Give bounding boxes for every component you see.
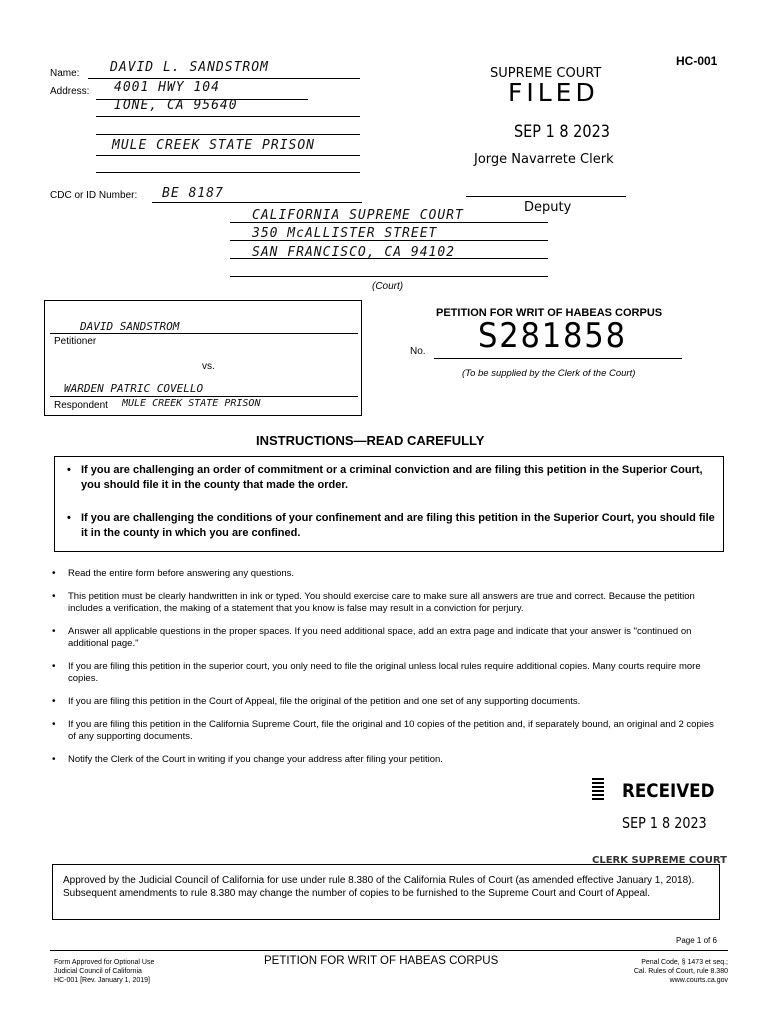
name-line xyxy=(88,78,360,79)
address-line-1[interactable]: 4001 HWY 104 xyxy=(114,80,220,95)
respondent-label: Respondent xyxy=(54,400,108,411)
barcode-mark-icon xyxy=(592,778,604,800)
cdc-value[interactable]: BE 8187 xyxy=(162,186,224,201)
deputy-line xyxy=(466,196,626,197)
cdc-line xyxy=(152,202,362,203)
instructions-box xyxy=(54,456,724,552)
instruction-item: • Notify the Clerk of the Court in writing if you change your address after filing your petition. xyxy=(50,754,588,766)
court-rule-3 xyxy=(230,258,548,259)
received-stamp: RECEIVED xyxy=(622,780,715,802)
case-number: S281858 xyxy=(478,316,627,356)
stamp-filed: FILED xyxy=(508,78,599,107)
petitioner-label: Petitioner xyxy=(54,336,97,347)
address-line-4-rule xyxy=(96,155,360,156)
boxed-instruction: • If you are challenging an order of commitment or a criminal conviction and are filing this petition in the Superior Court, you should file it in the county that made the order. xyxy=(55,463,717,493)
respondent-detail[interactable]: MULE CREEK STATE PRISON xyxy=(122,398,261,409)
versus-label: vs. xyxy=(202,361,215,372)
petition-title: PETITION FOR WRIT OF HABEAS CORPUS xyxy=(436,307,663,319)
address-line-5-rule xyxy=(96,172,360,173)
footer-left-1: Form Approved for Optional Use xyxy=(54,959,155,966)
court-rule-2 xyxy=(230,240,548,241)
court-line-2[interactable]: 350 McALLISTER STREET xyxy=(252,226,438,241)
instructions-list xyxy=(50,568,720,777)
footer-right-2: Cal. Rules of Court, rule 8.380 xyxy=(633,968,728,975)
name-label: Name: xyxy=(50,68,80,79)
page-number: Page 1 of 6 xyxy=(676,936,717,945)
footer-right-3: www.courts.ca.gov xyxy=(669,977,728,984)
instruction-item: • Answer all applicable questions in the proper spaces. If you need additional space, add an extra page and indicate that your answer is "continued on additional page." xyxy=(50,626,720,650)
form-code: HC-001 xyxy=(676,54,718,68)
instruction-item: • If you are filing this petition in the superior court, you only need to file the original unless local rules require additional copies. Many courts require more copies. xyxy=(50,661,720,685)
court-line-1[interactable]: CALIFORNIA SUPREME COURT xyxy=(252,208,464,223)
stamp-date: SEP 1 8 2023 xyxy=(514,122,610,142)
court-line-3[interactable]: SAN FRANCISCO, CA 94102 xyxy=(252,245,456,260)
address-line-2[interactable]: IONE, CA 95640 xyxy=(114,98,238,113)
case-no-label: No. xyxy=(410,346,426,357)
received-date: SEP 1 8 2023 xyxy=(622,814,707,832)
approval-box: Approved by the Judicial Council of California for use under rule 8.380 of the California Rules of Court (as amended effective January 1, 2018). Subsequent amendments to rule 8.380 may change the number of copies to be furnished to the Supreme Court and Court of Appeal. xyxy=(52,864,720,920)
footer-title: PETITION FOR WRIT OF HABEAS CORPUS xyxy=(264,955,499,967)
instructions-heading: INSTRUCTIONS—READ CAREFULLY xyxy=(256,433,485,448)
instruction-item: • If you are filing this petition in the California Supreme Court, file the original and 10 copies of the petition and, if separately bound, an original and 2 copies of any supporting documents. xyxy=(50,719,720,743)
case-number-note: (To be supplied by the Clerk of the Court) xyxy=(462,368,636,379)
court-rule-4 xyxy=(230,276,548,277)
instruction-item: • This petition must be clearly handwritten in ink or typed. You should exercise care to make sure all answers are true and correct. Because the petition includes a verification, the making of a statement that you know is false may result in a conviction for perjury. xyxy=(50,591,720,615)
name-value[interactable]: DAVID L. SANDSTROM xyxy=(110,60,269,75)
respondent-name[interactable]: WARDEN PATRIC COVELLO xyxy=(64,382,204,395)
court-rule-1 xyxy=(230,222,548,223)
stamp-court: SUPREME COURT xyxy=(490,66,602,81)
stamp-deputy: Deputy xyxy=(524,200,572,215)
address-line-2-rule xyxy=(96,116,360,117)
respondent-line xyxy=(50,396,358,397)
case-number-line xyxy=(434,358,682,359)
address-line-3-rule xyxy=(96,134,360,135)
address-label: Address: xyxy=(50,86,90,97)
footer-left-2: Judicial Council of California xyxy=(54,968,142,975)
court-caption: (Court) xyxy=(372,281,404,292)
instruction-item: • If you are filing this petition in the Court of Appeal, file the original of the petition and one set of any supporting documents. xyxy=(50,696,720,708)
footer-rule xyxy=(50,950,728,951)
boxed-instruction: • If you are challenging the conditions of your confinement and are filing this petition in the Superior Court, you should file it in the county in which you are confined. xyxy=(55,511,717,541)
footer-left-3: HC-001 [Rev. January 1, 2019] xyxy=(54,977,150,984)
cdc-label: CDC or ID Number: xyxy=(50,190,138,201)
footer-right-1: Penal Code, § 1473 et seq.; xyxy=(641,959,728,966)
petitioner-line xyxy=(50,333,358,334)
address-line-3[interactable]: MULE CREEK STATE PRISON xyxy=(112,138,316,153)
instruction-item: • Read the entire form before answering any questions. xyxy=(50,568,720,580)
petitioner-name[interactable]: DAVID SANDSTROM xyxy=(80,320,180,333)
stamp-clerk: Jorge Navarrete Clerk xyxy=(474,152,614,167)
received-clerk: CLERK SUPREME COURT xyxy=(592,855,727,866)
